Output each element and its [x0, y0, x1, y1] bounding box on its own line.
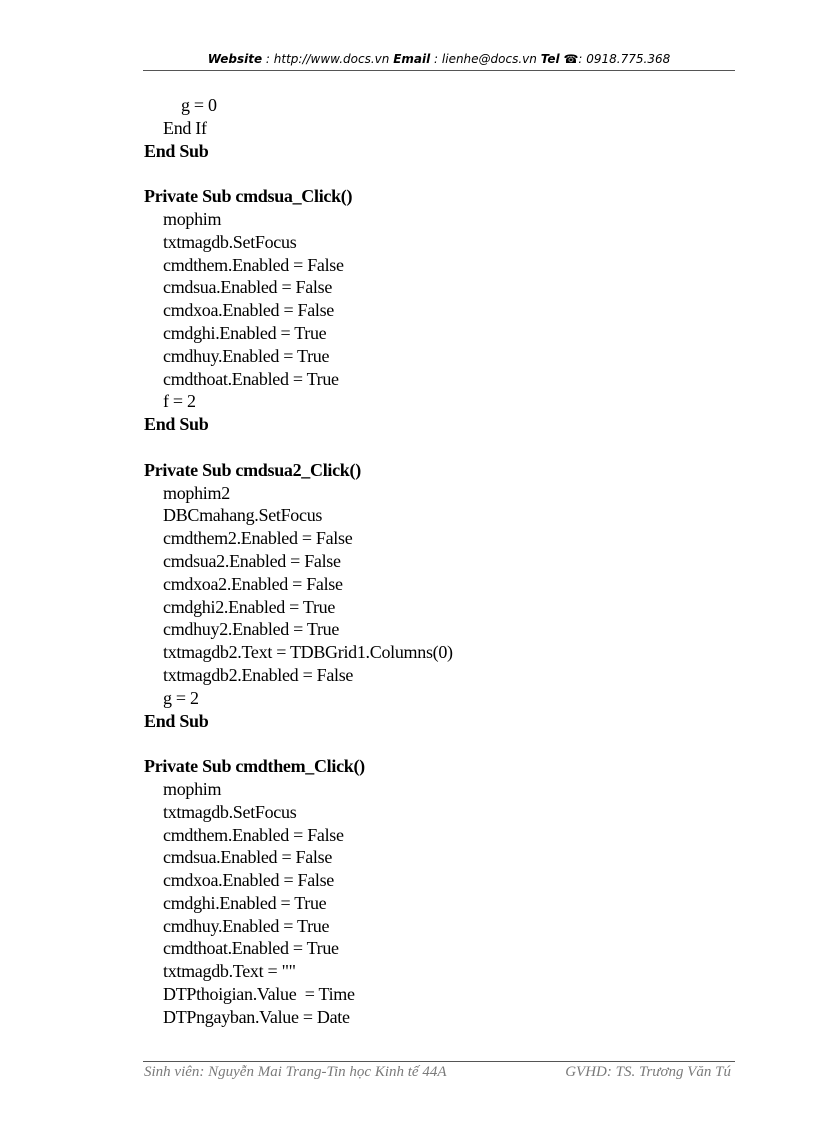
code-line: mophim [163, 208, 222, 229]
code-line: txtmagdb2.Enabled = False [163, 664, 354, 685]
footer-supervisor: GVHD: TS. Trương Văn Tú [565, 1064, 731, 1080]
code-line: cmdghi.Enabled = True [163, 892, 327, 913]
blank-line [144, 732, 744, 755]
code-line: cmdthoat.Enabled = True [163, 938, 339, 959]
code-line: Private Sub cmdsua_Click() [144, 186, 353, 207]
phone-icon: ☎ [563, 52, 579, 66]
code-listing [144, 94, 744, 1029]
tel-value: : 0918.775.368 [578, 52, 671, 66]
code-line: f = 2 [163, 391, 196, 412]
email-label: Email [393, 52, 431, 66]
website-label: Website [207, 52, 263, 66]
code-line: cmdghi2.Enabled = True [163, 596, 336, 617]
code-line: End Sub [144, 140, 209, 161]
code-line: txtmagdb.Text = "" [163, 961, 296, 982]
email-value: : lienhe@docs.vn [434, 52, 537, 66]
footer-student: Sinh viên: Nguyễn Mai Trang-Tin học Kinh tế 44A [144, 1064, 447, 1080]
code-line: cmdsua2.Enabled = False [163, 550, 341, 571]
code-line: cmdthem.Enabled = False [163, 824, 344, 845]
code-line: g = 0 [181, 95, 217, 115]
code-line: DTPngayban.Value = Date [163, 1006, 350, 1027]
code-line: Private Sub cmdthem_Click() [144, 756, 365, 777]
code-line: cmdthem.Enabled = False [163, 254, 344, 275]
code-line: cmdthoat.Enabled = True [163, 368, 339, 389]
code-line: cmdhuy.Enabled = True [163, 915, 330, 936]
page-footer [143, 1061, 735, 1080]
code-line: cmdhuy2.Enabled = True [163, 619, 340, 640]
code-line: g = 2 [163, 687, 199, 708]
code-line: DBCmahang.SetFocus [163, 505, 323, 526]
code-line: mophim [163, 778, 222, 799]
code-line: End If [163, 117, 207, 138]
code-line: cmdsua.Enabled = False [163, 847, 333, 868]
code-line: mophim2 [163, 482, 230, 503]
code-line: txtmagdb2.Text = TDBGrid1.Columns(0) [163, 642, 453, 663]
code-line: cmdxoa.Enabled = False [163, 300, 335, 321]
code-line: cmdghi.Enabled = True [163, 322, 327, 343]
blank-line [144, 436, 744, 459]
code-line: txtmagdb.SetFocus [163, 231, 297, 252]
code-line: cmdxoa2.Enabled = False [163, 573, 343, 594]
code-line: cmdthem2.Enabled = False [163, 528, 353, 549]
code-line: txtmagdb.SetFocus [163, 801, 297, 822]
blank-line [144, 162, 744, 185]
code-line: DTPthoigian.Value = Time [163, 984, 355, 1005]
code-line: End Sub [144, 710, 209, 731]
page-header [143, 50, 735, 71]
website-value: : http://www.docs.vn [265, 52, 390, 66]
code-line: End Sub [144, 414, 209, 435]
code-line: Private Sub cmdsua2_Click() [144, 459, 361, 480]
code-line: cmdsua.Enabled = False [163, 277, 333, 298]
code-line: cmdxoa.Enabled = False [163, 870, 335, 891]
code-line: cmdhuy.Enabled = True [163, 345, 330, 366]
tel-label: Tel [540, 52, 560, 66]
